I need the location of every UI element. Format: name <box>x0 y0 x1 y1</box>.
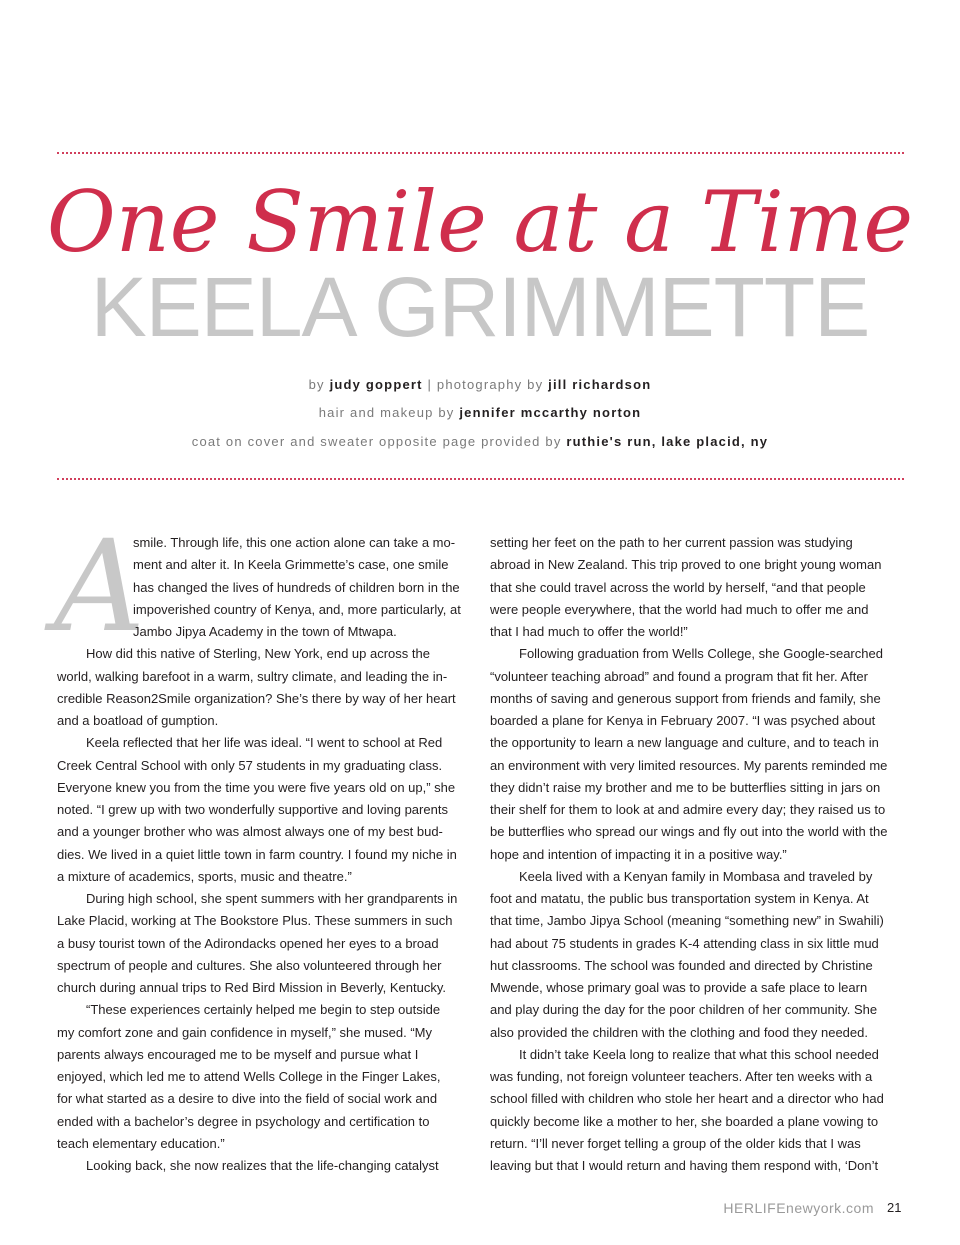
text-line: had about 75 students in grades K-4 attending class in six little mud <box>490 935 879 951</box>
text-line: were people everywhere, that the world had much to offer me and <box>490 601 869 617</box>
text-line: the opportunity to learn a new language and culture, and to teach in <box>490 735 879 751</box>
wardrobe-credit <box>0 433 960 451</box>
photographer-name: jill richardson <box>548 377 652 392</box>
text-line: return. “I’ll never forget telling a group of the older kids that I was <box>490 1135 861 1151</box>
text-line: noted. “I grew up with two wonderfully supportive and loving parents <box>57 802 448 817</box>
text-line: spectrum of people and cultures. She also volunteered through her <box>57 957 442 973</box>
text-line: How did this native of Sterling, New York, end up across the <box>86 646 430 662</box>
text-line: and a boatload of gumption. <box>57 713 219 728</box>
article-title: One Smile at a Time <box>46 173 914 271</box>
text-line: Lake Placid, working at The Bookstore Plus. These summers in such <box>57 913 453 929</box>
text-line: Looking back, she now realizes that the life-changing catalyst <box>86 1158 439 1173</box>
text-line: their shelf for them to look at and admire every day; they raised us to <box>490 802 886 817</box>
photography-label: photography by <box>436 377 544 392</box>
text-line: enjoyed, which led me to attend Wells College in the Finger Lakes, <box>57 1069 441 1084</box>
text-line: has changed the lives of hundreds of children born in the <box>133 579 460 595</box>
byline-separator: | <box>427 377 433 392</box>
text-line: world, walking barefoot in a warm, sultry climate, and leading the in- <box>57 668 448 684</box>
text-line: for what started as a desire to dive into the field of social work and <box>57 1091 438 1107</box>
text-line: It didn’t take Keela long to realize that what this school needed <box>519 1046 879 1062</box>
text-line: they didn’t raise my brother and me to be butterflies sitting in jars on <box>490 779 881 795</box>
text-line: an environment with very limited resources. My parents reminded me <box>490 757 888 773</box>
wardrobe-label: coat on cover and sweater opposite page provided by <box>191 434 562 449</box>
author-name: judy goppert <box>329 377 423 392</box>
text-line: months of saving and generous support from friends and family, she <box>490 690 881 706</box>
text-line: hut classrooms. The school was founded and directed by Christine <box>490 957 873 973</box>
text-line: “volunteer teaching abroad” and found a program that fit her. After <box>490 668 868 684</box>
article-subject-name: KEELA GRIMMETTE <box>90 260 870 354</box>
top-dotted-rule <box>57 152 904 154</box>
byline-label: by <box>308 377 325 392</box>
text-line: Creek Central School with only 57 students in my graduating class. <box>57 757 443 773</box>
text-line: that she could travel across the world by herself, “and that people <box>490 579 866 595</box>
text-line: Following graduation from Wells College, she Google-searched <box>519 646 883 662</box>
text-line: Keela reflected that her life was ideal. “I went to school at Red <box>86 735 443 751</box>
text-line: Everyone knew you from the time you were five years old on up,” she <box>57 779 456 795</box>
text-line: abroad in New Zealand. This trip proved to one bright young woman <box>490 557 882 573</box>
text-line: Mwende, whose primary goal was to provide a safe place to learn <box>490 980 868 995</box>
text-line: credible Reason2Smile organization? She’s there by way of her heart <box>57 690 456 706</box>
right-text-column <box>490 532 904 1177</box>
text-line: Keela lived with a Kenyan family in Mombasa and traveled by <box>519 868 873 884</box>
bottom-dotted-rule <box>57 478 904 480</box>
text-line: was funding, not foreign volunteer teachers. After ten weeks with a <box>490 1069 873 1084</box>
text-line: boarded a plane for Kenya in February 2007. “I was psyched about <box>490 713 876 728</box>
text-line: school filled with children who stole her heart and a director who had <box>490 1091 884 1107</box>
text-line: teach elementary education.” <box>57 1135 225 1151</box>
text-line: a mixture of academics, sports, music and theatre.” <box>57 868 352 884</box>
text-line: Jambo Jipya Academy in the town of Mtwapa. <box>133 624 397 639</box>
hair-makeup-credit <box>0 404 960 422</box>
text-line: my comfort zone and gain confidence in myself,” she mused. “My <box>57 1024 432 1040</box>
page-number: 21 <box>887 1200 902 1215</box>
text-line: smile. Through life, this one action alone can take a mo- <box>133 535 456 550</box>
text-line: leaving but that I would return and having them respond with, ‘Don’t <box>490 1158 879 1173</box>
text-line: be butterflies who spread our wings and fly out into the world with the <box>490 824 888 840</box>
text-line: setting her feet on the path to her current passion was studying <box>490 535 853 550</box>
text-line: and a younger brother who was almost always one of my best bud- <box>57 824 443 840</box>
text-line: a busy tourist town of the Adirondacks opened her eyes to a broad <box>57 935 439 951</box>
left-text-column <box>57 532 471 1177</box>
text-line: parents always encouraged me to be myself and pursue what I <box>57 1046 419 1062</box>
text-line: During high school, she spent summers with her grandparents in <box>86 891 458 906</box>
drop-cap: A <box>54 513 145 660</box>
text-line: foot and matatu, the public bus transportation system in Kenya. At <box>490 891 869 906</box>
text-line: hope and intention of impacting it in a positive way.” <box>490 846 787 862</box>
text-line: and play during the day for the poor children of her community. She <box>490 1002 878 1018</box>
text-line: also provided the children with the clothing and food they needed. <box>490 1024 868 1040</box>
wardrobe-source: ruthie's run, lake placid, ny <box>566 434 769 449</box>
text-line: “These experiences certainly helped me begin to step outside <box>86 1002 441 1018</box>
text-line: dies. We lived in a quiet little town in farm country. I found my niche in <box>57 846 457 862</box>
text-line: ment and alter it. In Keela Grimmette’s case, one smile <box>133 557 449 573</box>
text-line: church during annual trips to Red Bird Mission in Beverly, Kentucky. <box>57 980 446 995</box>
text-line: impoverished country of Kenya, and, more particularly, at <box>133 601 461 617</box>
text-line: quickly become like a mother to her, she boarded a plane vowing to <box>490 1113 879 1129</box>
text-line: that I had much to offer the world!” <box>490 624 688 639</box>
hair-makeup-label: hair and makeup by <box>318 405 455 420</box>
text-line: that time, Jambo Jipya School (meaning “something new” in Swahili) <box>490 913 884 929</box>
text-line: ended with a bachelor’s degree in psychology and certification to <box>57 1113 430 1129</box>
footer-website: HERLIFEnewyork.com <box>723 1200 874 1216</box>
hair-makeup-artist: jennifer mccarthy norton <box>459 405 642 420</box>
byline <box>0 376 960 394</box>
